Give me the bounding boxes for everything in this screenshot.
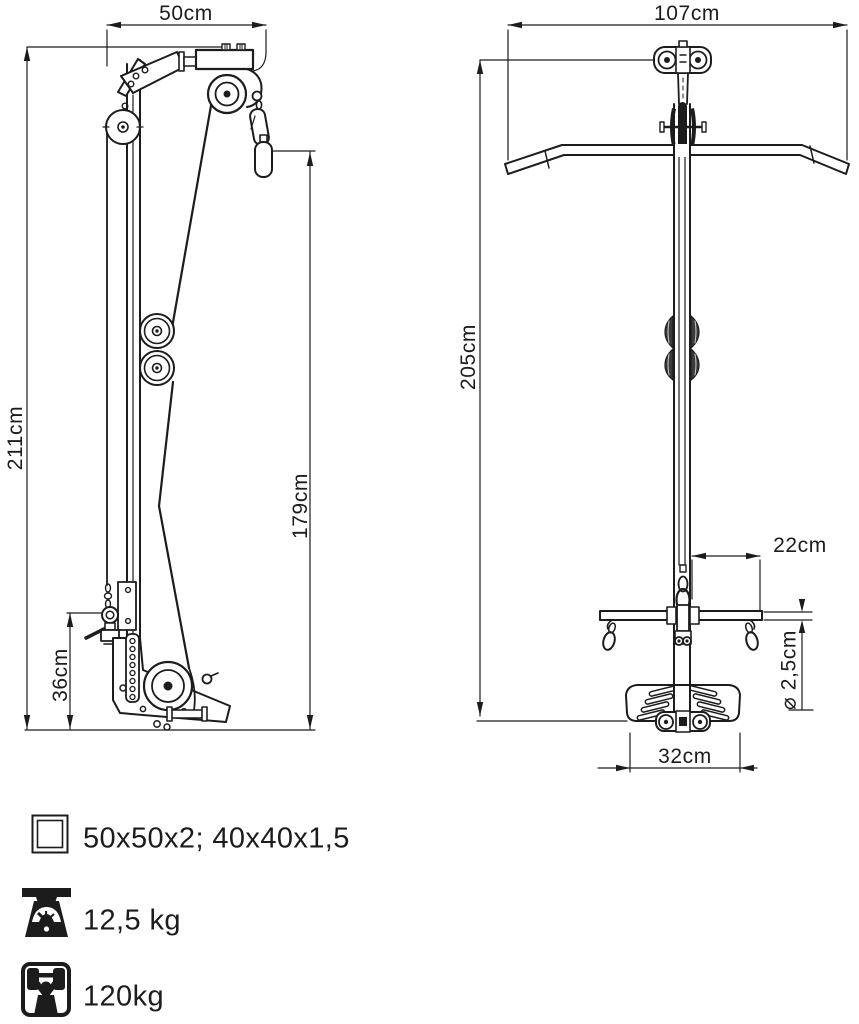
dim-front-tube-diameter: ⌀ 2,5cm bbox=[777, 630, 801, 710]
dim-front-base-width: 32cm bbox=[658, 745, 712, 768]
dim-side-handle-height: 179cm bbox=[289, 472, 312, 540]
dim-side-lower-height: 36cm bbox=[49, 648, 72, 702]
side-view-drawing bbox=[24, 22, 315, 730]
dim-side-width: 50cm bbox=[159, 2, 213, 25]
square-tube-icon bbox=[31, 814, 69, 854]
scale-icon bbox=[21, 887, 72, 939]
spec-tube-profile-label: 50x50x2; 40x40x1,5 bbox=[83, 822, 350, 855]
dim-front-crossbar-offset: 22cm bbox=[773, 534, 827, 557]
weightlifter-icon bbox=[21, 962, 71, 1017]
dim-front-bar-width: 107cm bbox=[653, 2, 721, 25]
dim-front-total-height: 205cm bbox=[457, 323, 480, 391]
spec-max-load-label: 120kg bbox=[83, 980, 165, 1013]
dim-side-total-height: 211cm bbox=[4, 405, 27, 471]
spec-product-weight-label: 12,5 kg bbox=[83, 904, 181, 937]
